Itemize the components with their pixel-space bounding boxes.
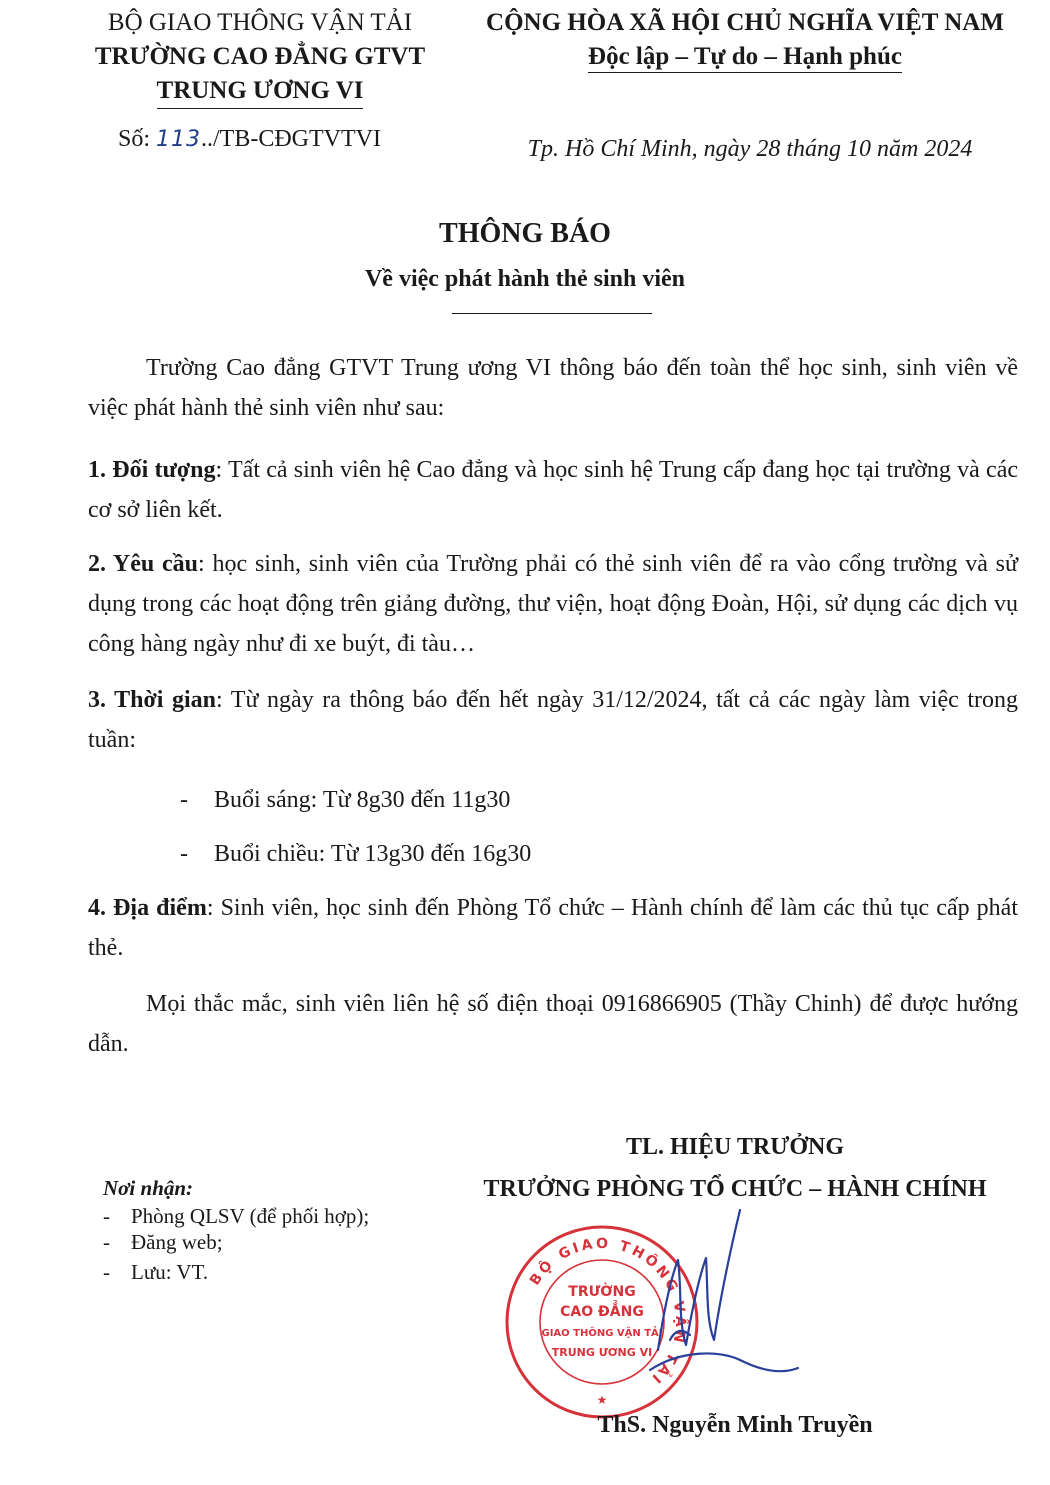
document-title: THÔNG BÁO bbox=[439, 218, 611, 249]
schedule-text: Buổi sáng: Từ 8g30 đến 11g30 bbox=[214, 787, 511, 813]
section-target bbox=[88, 450, 1018, 530]
national-motto: Độc lập – Tự do – Hạnh phúc bbox=[588, 42, 902, 73]
document-subtitle: Về việc phát hành thẻ sinh viên bbox=[364, 266, 686, 292]
recipients-heading: Nơi nhận: bbox=[103, 1176, 194, 1200]
recipient-text: Phòng QLSV (để phối hợp); bbox=[131, 1204, 370, 1228]
section-text: : Từ ngày ra thông báo đến hết ngày 31/12/2024, tất cả các ngày làm việc trong tuần: bbox=[88, 687, 1018, 753]
school-name-line1: TRƯỜNG CAO ĐẲNG GTVT bbox=[94, 43, 426, 70]
list-dash: - bbox=[103, 1204, 110, 1228]
seal-line3: GIAO THÔNG VẬN TẢI bbox=[541, 1328, 663, 1339]
section-time bbox=[88, 680, 1018, 760]
signature-role-line1: TL. HIỆU TRƯỞNG bbox=[625, 1134, 845, 1160]
subtitle-underline bbox=[452, 313, 652, 314]
section-label: 1. Đối tượng bbox=[88, 457, 216, 483]
section-requirements bbox=[88, 544, 1018, 664]
signer-name: ThS. Nguyễn Minh Truyền bbox=[597, 1412, 873, 1438]
section-text: : học sinh, sinh viên của Trường phải có thẻ sinh viên để ra vào cổng trường và sử dụng trong các hoạt động trên giảng đường, thư viện, hoạt động Đoàn, Hội, sử dụng các dịch vụ công hàng ngày như đi xe buýt, đi tàu… bbox=[88, 551, 1018, 657]
recipient-item bbox=[103, 1230, 223, 1255]
seal-line2: CAO ĐẲNG bbox=[560, 1304, 644, 1320]
section-label: 3. Thời gian bbox=[88, 687, 217, 713]
intro-paragraph: Trường Cao đẳng GTVT Trung ương VI thông báo đến toàn thể học sinh, sinh viên về việc phát hành thẻ sinh viên như sau: bbox=[88, 355, 1018, 421]
section-location bbox=[88, 888, 1018, 968]
section-label: 2. Yêu cầu bbox=[88, 551, 199, 577]
section-text: : Tất cả sinh viên hệ Cao đẳng và học sinh hệ Trung cấp đang học tại trường và các cơ sở liên kết. bbox=[88, 457, 1018, 523]
contact-paragraph: Mọi thắc mắc, sinh viên liên hệ số điện thoại 0916866905 (Thầy Chinh) để được hướng dẫn. bbox=[88, 991, 1018, 1057]
list-dash: - bbox=[103, 1260, 110, 1284]
schedule-text: Buổi chiều: Từ 13g30 đến 16g30 bbox=[214, 841, 532, 867]
schedule-morning bbox=[180, 780, 510, 820]
section-text: : Sinh viên, học sinh đến Phòng Tổ chức – Hành chính để làm các thủ tục cấp phát thẻ. bbox=[88, 895, 1018, 961]
date-line: Tp. Hồ Chí Minh, ngày 28 tháng 10 năm 2024 bbox=[527, 136, 973, 162]
seal-line4: TRUNG ƯƠNG VI bbox=[551, 1346, 653, 1359]
schedule-afternoon bbox=[180, 834, 531, 874]
issuing-organization bbox=[60, 6, 460, 109]
list-dash: - bbox=[180, 841, 188, 867]
nation-name: CỘNG HÒA XÃ HỘI CHỦ NGHĨA VIỆT NAM bbox=[486, 9, 1004, 36]
document-number-suffix: ../TB-CĐGTVTVI bbox=[201, 126, 381, 152]
list-dash: - bbox=[180, 787, 188, 813]
seal-star-icon: ★ bbox=[596, 1393, 608, 1407]
signature-block bbox=[440, 1126, 1030, 1210]
section-label: 4. Địa điểm bbox=[88, 895, 207, 921]
list-dash: - bbox=[103, 1230, 110, 1254]
document-number bbox=[118, 126, 381, 153]
recipient-item bbox=[103, 1204, 369, 1229]
handwritten-signature bbox=[620, 1200, 800, 1400]
recipient-text: Đăng web; bbox=[131, 1230, 223, 1254]
document-number-handwritten: 113 bbox=[156, 127, 202, 152]
school-name-line2: TRUNG ƯƠNG VI bbox=[157, 76, 364, 109]
seal-ring-text: BỘ GIAO THÔNG VẬN TẢI bbox=[526, 1235, 689, 1388]
seal-line1: TRƯỜNG bbox=[568, 1284, 636, 1300]
recipient-item bbox=[103, 1260, 208, 1285]
document-number-prefix: Số: bbox=[118, 126, 157, 152]
recipient-text: Lưu: VT. bbox=[131, 1260, 209, 1284]
signature-role-line2: TRƯỞNG PHÒNG TỔ CHỨC – HÀNH CHÍNH bbox=[483, 1176, 987, 1202]
ministry-name: BỘ GIAO THÔNG VẬN TẢI bbox=[107, 9, 413, 36]
national-header bbox=[455, 6, 1035, 74]
